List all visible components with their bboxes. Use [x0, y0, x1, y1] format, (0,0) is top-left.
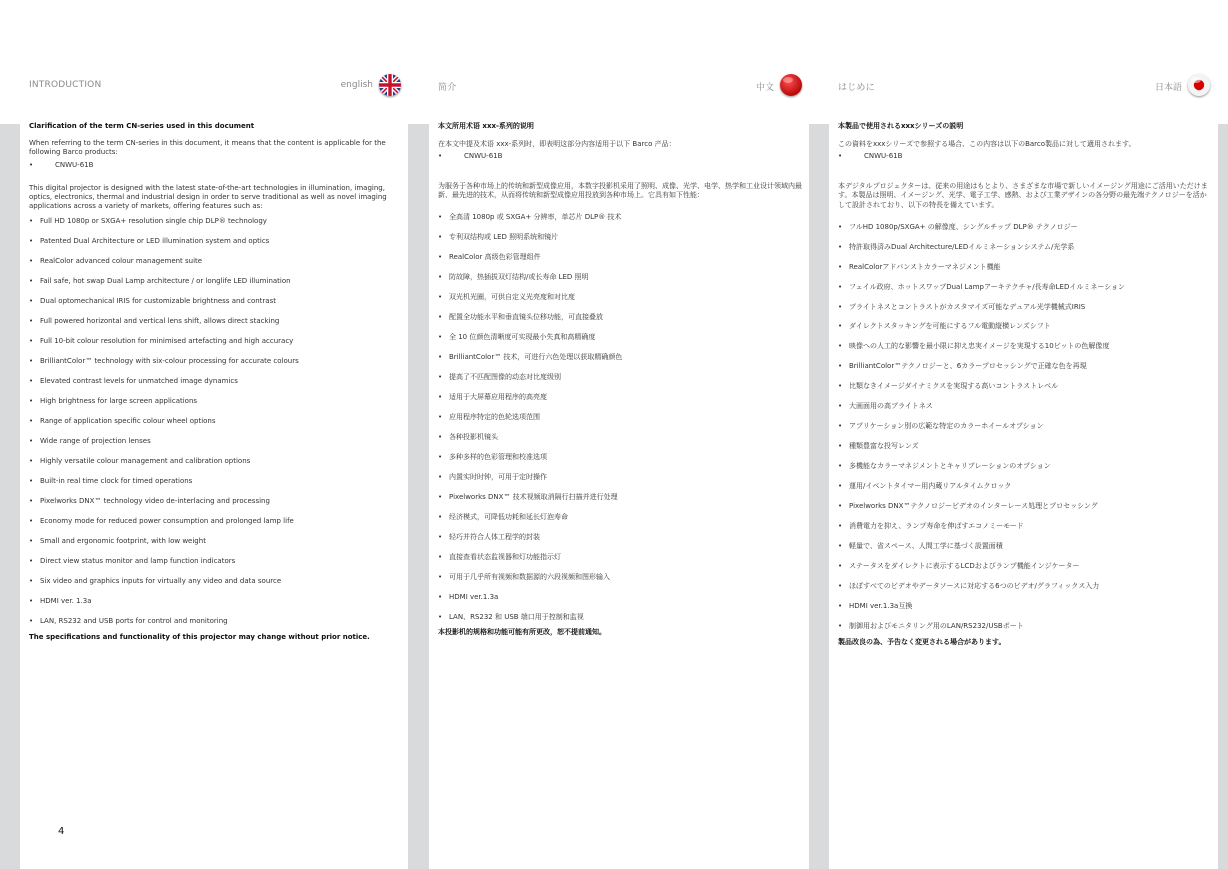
feature-item: • 提高了不匹配图像的动态对比度级别: [438, 373, 802, 383]
language-label: english: [340, 80, 373, 90]
feature-item: • Patented Dual Architecture or LED illumination system and optics: [29, 237, 401, 246]
feature-item: • ステータスをダイレクトに表示するLCDおよびランプ機能インジケーター: [838, 562, 1210, 572]
feature-item: • フェイル政府、ホットスワップDual Lampアーキテクチャ/長寿命LEDイルミネーション: [838, 283, 1210, 293]
feature-item: • 适用于大屏幕应用程序的高亮度: [438, 393, 802, 403]
feature-item: • 多种多样的色彩管理和校准选项: [438, 453, 802, 463]
feature-list: [838, 223, 1210, 632]
feature-item: • 专利双结构或 LED 照明系统和镜片: [438, 233, 802, 243]
feature-item: • Direct view status monitor and lamp function indicators: [29, 557, 401, 566]
feature-list: [438, 213, 802, 622]
intro-text: 在本文中提及术语 xxx-系列时，即表明这部分内容适用于以下 Barco 产品：: [438, 139, 676, 148]
feature-item: • BrilliantColor™ 技术，可进行六色处理以获取精确颜色: [438, 353, 802, 363]
feature-item: • High brightness for large screen applications: [29, 397, 401, 406]
feature-item: • RealColor 高级色彩管理组件: [438, 253, 802, 263]
product-line: • CNWU-61B: [438, 152, 503, 161]
notice-text: 本投影机的规格和功能可能有所更改，恕不提前通知。: [438, 628, 606, 637]
feature-item: • Economy mode for reduced power consumption and prolonged lamp life: [29, 517, 401, 526]
china-flag-icon: [780, 74, 802, 96]
feature-list: [29, 217, 401, 626]
feature-item: • BrilliantColor™テクノロジーと、6カラープロセッシングで正確な色を再現: [838, 362, 1210, 372]
page-number: 4: [58, 826, 65, 837]
feature-item: • 双光机光圈，可供自定义光亮度和对比度: [438, 293, 802, 303]
feature-item: • 配置全功能水平和垂直镜头位移功能，可直接叠放: [438, 313, 802, 323]
description-text: 为服务于各种市场上的传统和新型成像应用，本数字投影机采用了照明、成像、光学、电学、热学和工业设计领域内最新、最先进的技术，从而将传统和新型成像应用投放到各种市场上。它具有如下性能：: [438, 181, 802, 200]
feature-item: • 直接查看状态监视器和灯功能指示灯: [438, 553, 802, 563]
feature-item: • Pixelworks DNX™テクノロジービデオのインターレース処理とプロセッシング: [838, 502, 1210, 512]
feature-item: • Dual optomechanical IRIS for customizable brightness and contrast: [29, 297, 401, 306]
feature-item: • 可用于几乎所有视频和数据源的六段视频和图形输入: [438, 573, 802, 583]
section-title: 简介: [438, 83, 457, 93]
column-content: [438, 122, 802, 638]
feature-item: • ダイレクトスタッキングを可能にするフル電動縦横レンズシフト: [838, 322, 1210, 332]
gutter-left: [0, 124, 20, 869]
description-text: This digital projector is designed with the latest state-of-the-art technologies in illumination, imaging, optics, electronics, thermal and industrial design in order to serve traditional as well as novel imaging applications across a variety of markets, offering features such as:: [29, 183, 387, 211]
description-text: 本デジタルプロジェクターは、従来の用途はもとより、さまざまな市場で新しいイメージング用途にご活用いただけます。本製品は照明、イメージング、光学、電子工学、感熱、および工業デザインの各分野の最先端テクノロジーを活かして設計されており、以下の特長を備えています。: [838, 181, 1208, 209]
feature-item: • Built-in real time clock for timed operations: [29, 477, 401, 486]
feature-item: • Fail safe, hot swap Dual Lamp architecture / or longlife LED illumination: [29, 277, 401, 286]
product-name: CNWU-61B: [864, 152, 903, 161]
feature-item: • 各种投影机镜头: [438, 433, 802, 443]
feature-item: • Highly versatile colour management and calibration options: [29, 457, 401, 466]
feature-item: • 制御用およびモニタリング用のLAN/RS232/USBポート: [838, 622, 1210, 632]
feature-item: • LAN, RS232 and USB ports for control and monitoring: [29, 617, 401, 626]
intro-text: この資料をxxxシリーズで参照する場合、この内容は以下のBarco製品に対して適用されます。: [838, 139, 1136, 148]
section-title: INTRODUCTION: [29, 80, 102, 90]
feature-item: • Full HD 1080p or SXGA+ resolution single chip DLP® technology: [29, 217, 401, 226]
feature-item: • Small and ergonomic footprint, with low weight: [29, 537, 401, 546]
feature-item: • 多機能なカラーマネジメントとキャリブレーションのオプション: [838, 462, 1210, 472]
feature-item: • Pixelworks DNX™ technology video de-interlacing and processing: [29, 497, 401, 506]
feature-item: • Elevated contrast levels for unmatched image dynamics: [29, 377, 401, 386]
feature-item: • 防故障，热插拔双灯结构/或长寿命 LED 照明: [438, 273, 802, 283]
feature-item: • 全高清 1080p 或 SXGA+ 分辨率，单芯片 DLP® 技术: [438, 213, 802, 223]
column-header: [838, 80, 1210, 94]
gutter-right: [1218, 124, 1228, 869]
language-label: 中文: [755, 83, 774, 93]
feature-item: • 应用程序特定的色轮选项范围: [438, 413, 802, 423]
feature-item: • RealColor advanced colour management suite: [29, 257, 401, 266]
gutter-center-left: [408, 124, 429, 869]
feature-item: • 映像への人工的な影響を最小限に抑え忠実イメージを実現する10ビットの色解像度: [838, 342, 1210, 352]
column-header: [438, 80, 802, 94]
feature-item: • 運用/イベントタイマー用内蔵リアルタイムクロック: [838, 482, 1210, 492]
feature-item: • Full powered horizontal and vertical lens shift, allows direct stacking: [29, 317, 401, 326]
feature-item: • 比類なきイメージダイナミクスを実現する高いコントラストレベル: [838, 382, 1210, 392]
feature-item: • Wide range of projection lenses: [29, 437, 401, 446]
feature-item: • BrilliantColor™ technology with six-colour processing for accurate colours: [29, 357, 401, 366]
feature-item: • LAN、RS232 和 USB 端口用于控制和监视: [438, 613, 802, 623]
intro-text: When referring to the term CN-series in this document, it means that the content is applicable for the following Barco products:: [29, 139, 386, 157]
feature-item: • Range of application specific colour wheel options: [29, 417, 401, 426]
product-name: CNWU-61B: [55, 160, 94, 169]
feature-item: • 全 10 位颜色清晰度可实现最小失真和高精确度: [438, 333, 802, 343]
uk-flag-icon: [379, 74, 401, 96]
feature-item: • フルHD 1080p/SXGA+ の解像度、シングルチップ DLP® テクノロジー: [838, 223, 1210, 233]
section-heading: 本製品で使用されるxxxシリーズの説明: [838, 122, 964, 130]
feature-item: • 消費電力を抑え、ランプ寿命を伸ばすエコノミーモード: [838, 522, 1210, 532]
feature-item: • Pixelworks DNX™ 技术视频取消隔行扫描并进行处理: [438, 493, 802, 503]
feature-item: • HDMI ver.1.3a: [438, 593, 802, 603]
column-japanese: [838, 0, 1210, 869]
feature-item: • ブライトネスとコントラストがカスタマイズ可能なデュアル光学機械式IRIS: [838, 303, 1210, 313]
product-name: CNWU-61B: [464, 152, 503, 161]
column-chinese: [438, 0, 802, 869]
product-line: • CNWU-61B: [838, 152, 903, 161]
notice-text: 製品改良の為、予告なく変更される場合があります。: [838, 637, 1006, 646]
feature-item: • 轻巧并符合人体工程学的封装: [438, 533, 802, 543]
section-title: はじめに: [838, 83, 875, 93]
column-content: [29, 122, 401, 642]
feature-item: • HDMI ver.1.3a互換: [838, 602, 1210, 612]
language-label: 日本語: [1154, 83, 1182, 93]
feature-item: • 经济模式，可降低功耗和延长灯泡寿命: [438, 513, 802, 523]
feature-item: • 内置实时时钟，可用于定时操作: [438, 473, 802, 483]
feature-item: • Full 10-bit colour resolution for minimised artefacting and high accuracy: [29, 337, 401, 346]
japan-flag-icon: [1188, 74, 1210, 96]
feature-item: • RealColorアドバンストカラーマネジメント機能: [838, 263, 1210, 273]
column-content: [838, 122, 1210, 647]
feature-item: • Six video and graphics inputs for virtually any video and data source: [29, 577, 401, 586]
feature-item: • 種類豊富な投写レンズ: [838, 442, 1210, 452]
feature-item: • HDMI ver. 1.3a: [29, 597, 401, 606]
notice-text: The specifications and functionality of this projector may change without prior notice.: [29, 632, 370, 641]
column-english: [29, 0, 401, 869]
gutter-center-right: [809, 124, 829, 869]
feature-item: • 軽量で、省スペース、人間工学に基づく設置面積: [838, 542, 1210, 552]
section-heading: Clarification of the term CN-series used in this document: [29, 122, 255, 130]
feature-item: • 大画面用の高ブライトネス: [838, 402, 1210, 412]
feature-item: • アプリケーション別の広範な特定のカラーホイールオプション: [838, 422, 1210, 432]
feature-item: • 特許取得済みDual Architecture/LEDイルミネーションシステム/光学系: [838, 243, 1210, 253]
section-heading: 本文所用术语 xxx-系列的说明: [438, 122, 534, 130]
product-line: • CNWU-61B: [29, 160, 94, 169]
feature-item: • ほぼすべてのビデオやデータソースに対応する6つのビデオ/グラフィックス入力: [838, 582, 1210, 592]
column-header: [29, 80, 401, 94]
